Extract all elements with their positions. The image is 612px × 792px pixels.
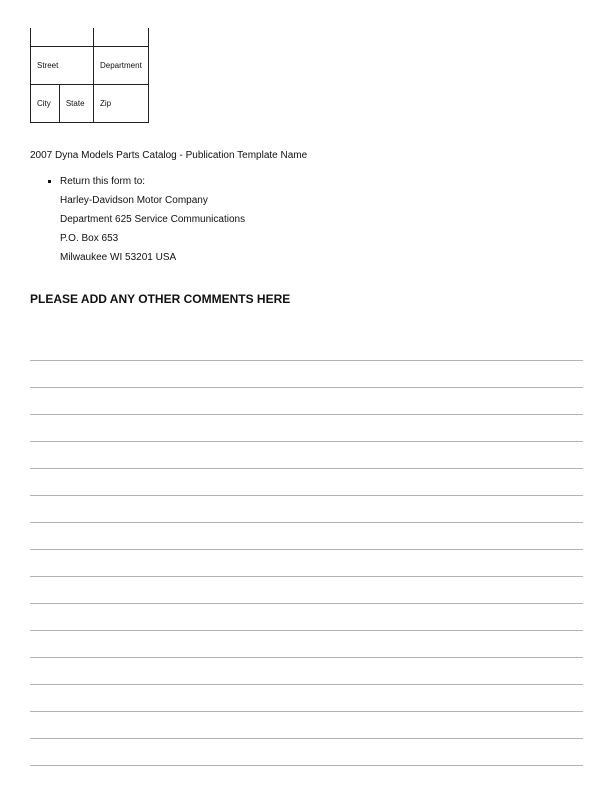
blank-cell <box>94 28 149 47</box>
comment-line[interactable] <box>30 630 583 631</box>
comment-line[interactable] <box>30 603 583 604</box>
return-intro: Return this form to: <box>60 176 146 187</box>
address-department: Department 625 Service Communications <box>60 214 246 225</box>
comment-line[interactable] <box>30 495 583 496</box>
address-table-street-row <box>31 47 149 85</box>
department-cell[interactable]: Department <box>94 47 149 85</box>
address-table-city-row <box>31 85 149 123</box>
comment-line[interactable] <box>30 765 583 766</box>
city-cell[interactable]: City <box>31 85 60 123</box>
comment-line[interactable] <box>30 738 583 739</box>
comment-line[interactable] <box>30 414 583 415</box>
comment-line[interactable] <box>30 684 583 685</box>
address-po-box: P.O. Box 653 <box>60 233 119 244</box>
comment-line[interactable] <box>30 657 583 658</box>
address-company: Harley-Davidson Motor Company <box>60 195 208 206</box>
street-cell[interactable]: Street <box>31 47 94 85</box>
bullet-icon <box>48 180 51 183</box>
comment-line[interactable] <box>30 711 583 712</box>
address-table-top-row <box>31 28 149 47</box>
comment-lines[interactable] <box>30 360 583 792</box>
return-instructions <box>30 172 245 267</box>
comment-line[interactable] <box>30 549 583 550</box>
blank-cell <box>31 28 94 47</box>
catalog-title: 2007 Dyna Models Parts Catalog - Publication Template Name <box>30 150 308 161</box>
comment-line[interactable] <box>30 522 583 523</box>
comment-line[interactable] <box>30 360 583 361</box>
address-table <box>30 28 149 123</box>
return-list-item <box>60 172 245 267</box>
comment-line[interactable] <box>30 441 583 442</box>
state-cell[interactable]: State <box>59 85 93 123</box>
comment-line[interactable] <box>30 576 583 577</box>
comment-line[interactable] <box>30 387 583 388</box>
comments-heading: PLEASE ADD ANY OTHER COMMENTS HERE <box>30 292 291 306</box>
address-city-state: Milwaukee WI 53201 USA <box>60 252 177 263</box>
zip-cell[interactable]: Zip <box>94 85 149 123</box>
comment-line[interactable] <box>30 468 583 469</box>
